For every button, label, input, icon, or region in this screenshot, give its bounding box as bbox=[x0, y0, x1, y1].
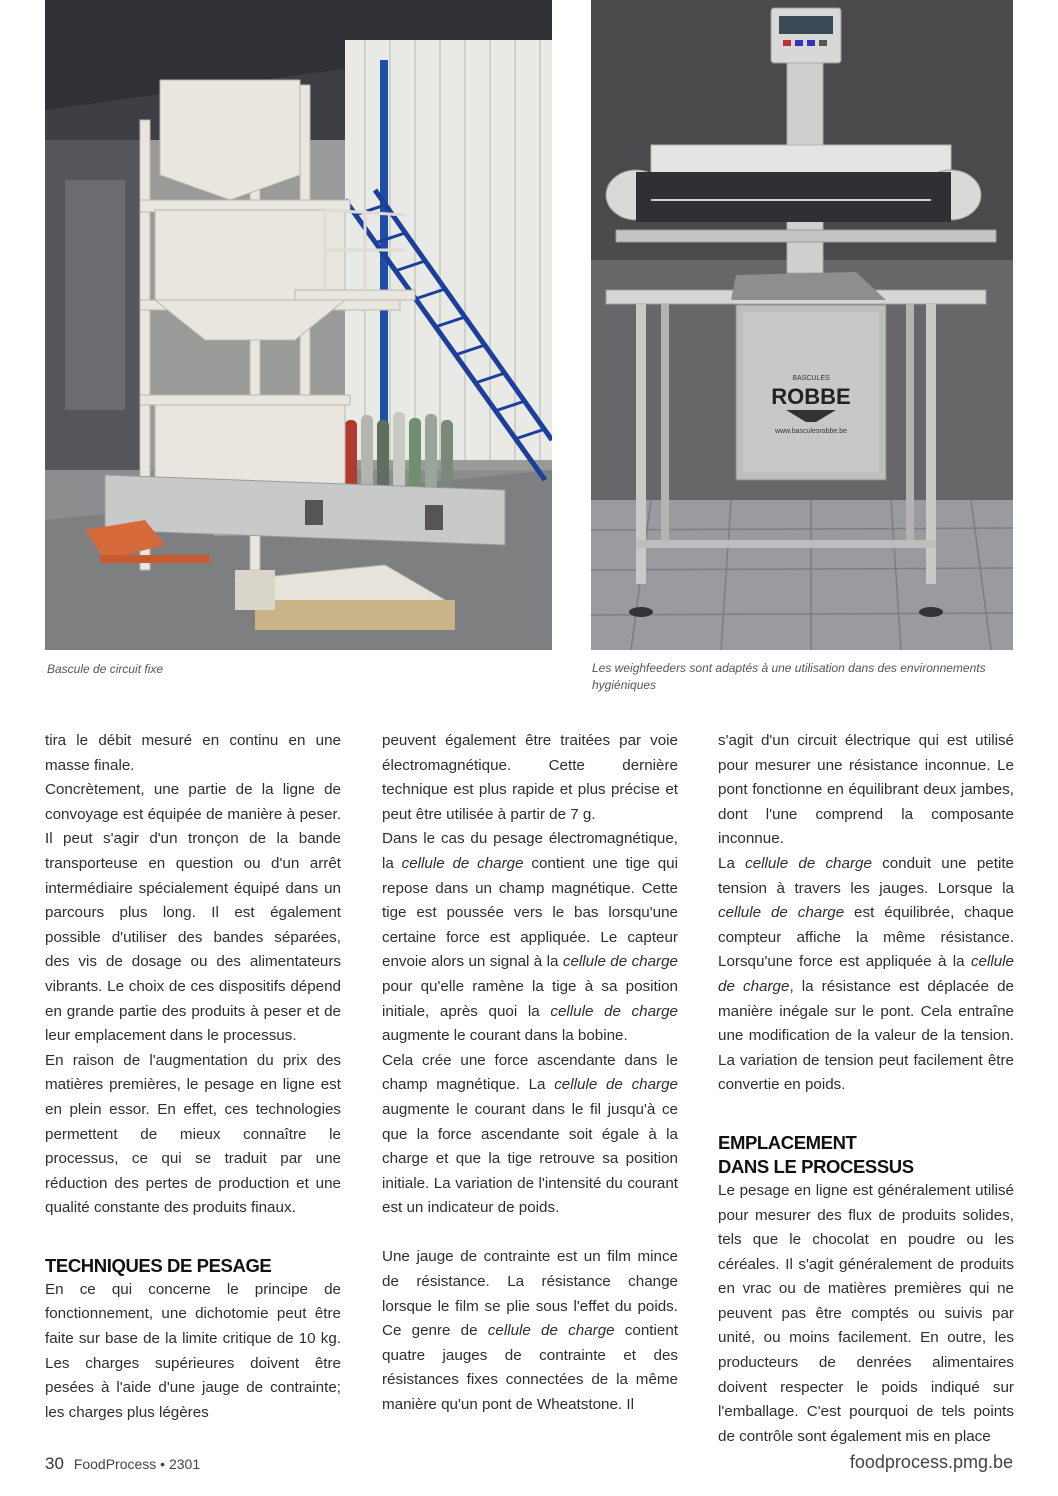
article-column-1 bbox=[45, 729, 341, 1425]
paragraph: Le pesage en ligne est généralement utilisé pour mesurer des flux de produits solides, tels que le chocolat en poudre ou les céréales. Il s'agit généralement de produits en vrac ou de matières premières qui ne peuvent pas être comptés ou suivis par unité, ou moins facilement. En outre, les producteurs de denrées alimentaires doivent respecter le poids indiqué sur l'emballage. C'est pourquoi de tels points de contrôle sont également mis en place bbox=[718, 1181, 1014, 1445]
right-photo-caption: Les weighfeeders sont adaptés à une utilisation dans des environnements hygiéniques bbox=[592, 661, 986, 692]
logo-url-text: www.basculesrobbe.be bbox=[775, 428, 847, 435]
fixed-scale-illustration bbox=[45, 0, 552, 650]
paragraph: Dans le cas du pesage électromagnétique, la cellule de charge contient une tige qui repose dans un champ magnétique. Cette tige est poussée vers le bas lorsqu'une certaine force est appliquée. Le capteur envoie alors un signal à la cellule de charge pour qu'elle ramène la tige à sa position initiale, après quoi la cellule de charge augmente le courant dans la bobine. bbox=[382, 830, 679, 1045]
logo-top-text: BASCULES bbox=[792, 375, 830, 382]
footer-website-link[interactable]: foodprocess.pmg.be bbox=[849, 1452, 1013, 1472]
paragraph: En raison de l'augmentation du prix des matières premières, le pesage en ligne est en plein essor. En effet, ces technologies permettent de mieux connaître le processus, ce qui se traduit par une réduction des pertes de production et une qualité constante des produits finaux. bbox=[45, 1051, 341, 1217]
photo-fixed-circuit-scale bbox=[45, 0, 552, 650]
robbe-logo: ROBBE bbox=[771, 384, 851, 409]
photo-weighfeeder bbox=[591, 0, 1013, 650]
weighfeeder-illustration bbox=[591, 0, 1013, 650]
article-column-3 bbox=[718, 729, 1014, 1449]
paragraph: En ce qui concerne le principe de fonctionnement, une dichotomie peut être faite sur base de la limite critique de 10 kg. Les charges supérieures doivent être pesées à l'aide d'une jauge de contrainte; les charges plus légères bbox=[45, 1280, 341, 1421]
paragraph: La cellule de charge conduit une petite tension à travers les jauges. Lorsque la cellule de charge est équilibrée, chaque compteur affiche la même résistance. Lorsqu'une force est appliquée à la cellule de charge, la résistance est déplacée de manière inégale sur le pont. Cela entraîne une modification de la valeur de la tension. La variation de tension peut facilement être convertie en poids. bbox=[718, 854, 1015, 1094]
paragraph: s'agit d'un circuit électrique qui est utilisé pour mesurer une résistance inconnue. Le pont fonctionne en équilibrant deux jambes, dont l'une comprend la composante inconnue. bbox=[718, 732, 1014, 848]
paragraph: Une jauge de contrainte est un film mince de résistance. La résistance change lorsque le film se plie sous l'effet du poids. Ce genre de cellule de charge contient quatre jauges de contrainte et des résistances fixes connectées de la même manière qu'un pont de Wheatstone. Il bbox=[382, 1248, 678, 1414]
paragraph: Cela crée une force ascendante dans le champ magnétique. La cellule de charge augmente le courant dans le fil jusqu'à ce que la force ascendante soit égale à la charge et que la tige retrouve sa position initiale. La variation de l'intensité du courant est un indicateur de poids. bbox=[382, 1051, 679, 1217]
section-heading-location-in-process: EMPLACEMENT DANS LE PROCESSUS bbox=[718, 1131, 914, 1177]
paragraph: peuvent également être traitées par voie électromagnétique. Cette dernière technique est plus rapide et plus précise et peut être utilisée à partir de 7 g. bbox=[382, 732, 678, 823]
article-column-2 bbox=[382, 729, 678, 1418]
magazine-issue: FoodProcess • 2301 bbox=[73, 1456, 201, 1472]
paragraph: Concrètement, une partie de la ligne de convoyage est équipée de manière à peser. Il peut s'agir d'un tronçon de la bande transporteuse en question ou d'un arrêt intermédiaire spécialement équipé dans un parcours plus long. Il est également possible d'utiliser des bandes séparées, des vis de dosage ou des alimentateurs vibrants. Le choix de ces dispositifs dépend en grande partie des produits à peser et de leur emplacement dans le processus. bbox=[45, 781, 341, 1045]
footer-page-info bbox=[45, 1454, 200, 1474]
section-heading-weighing-techniques: TECHNIQUES DE PESAGE bbox=[45, 1254, 272, 1276]
paragraph: tira le débit mesuré en continu en une masse finale. bbox=[45, 732, 341, 774]
page-number: 30 bbox=[45, 1454, 64, 1473]
left-photo-caption: Bascule de circuit fixe bbox=[47, 662, 164, 676]
